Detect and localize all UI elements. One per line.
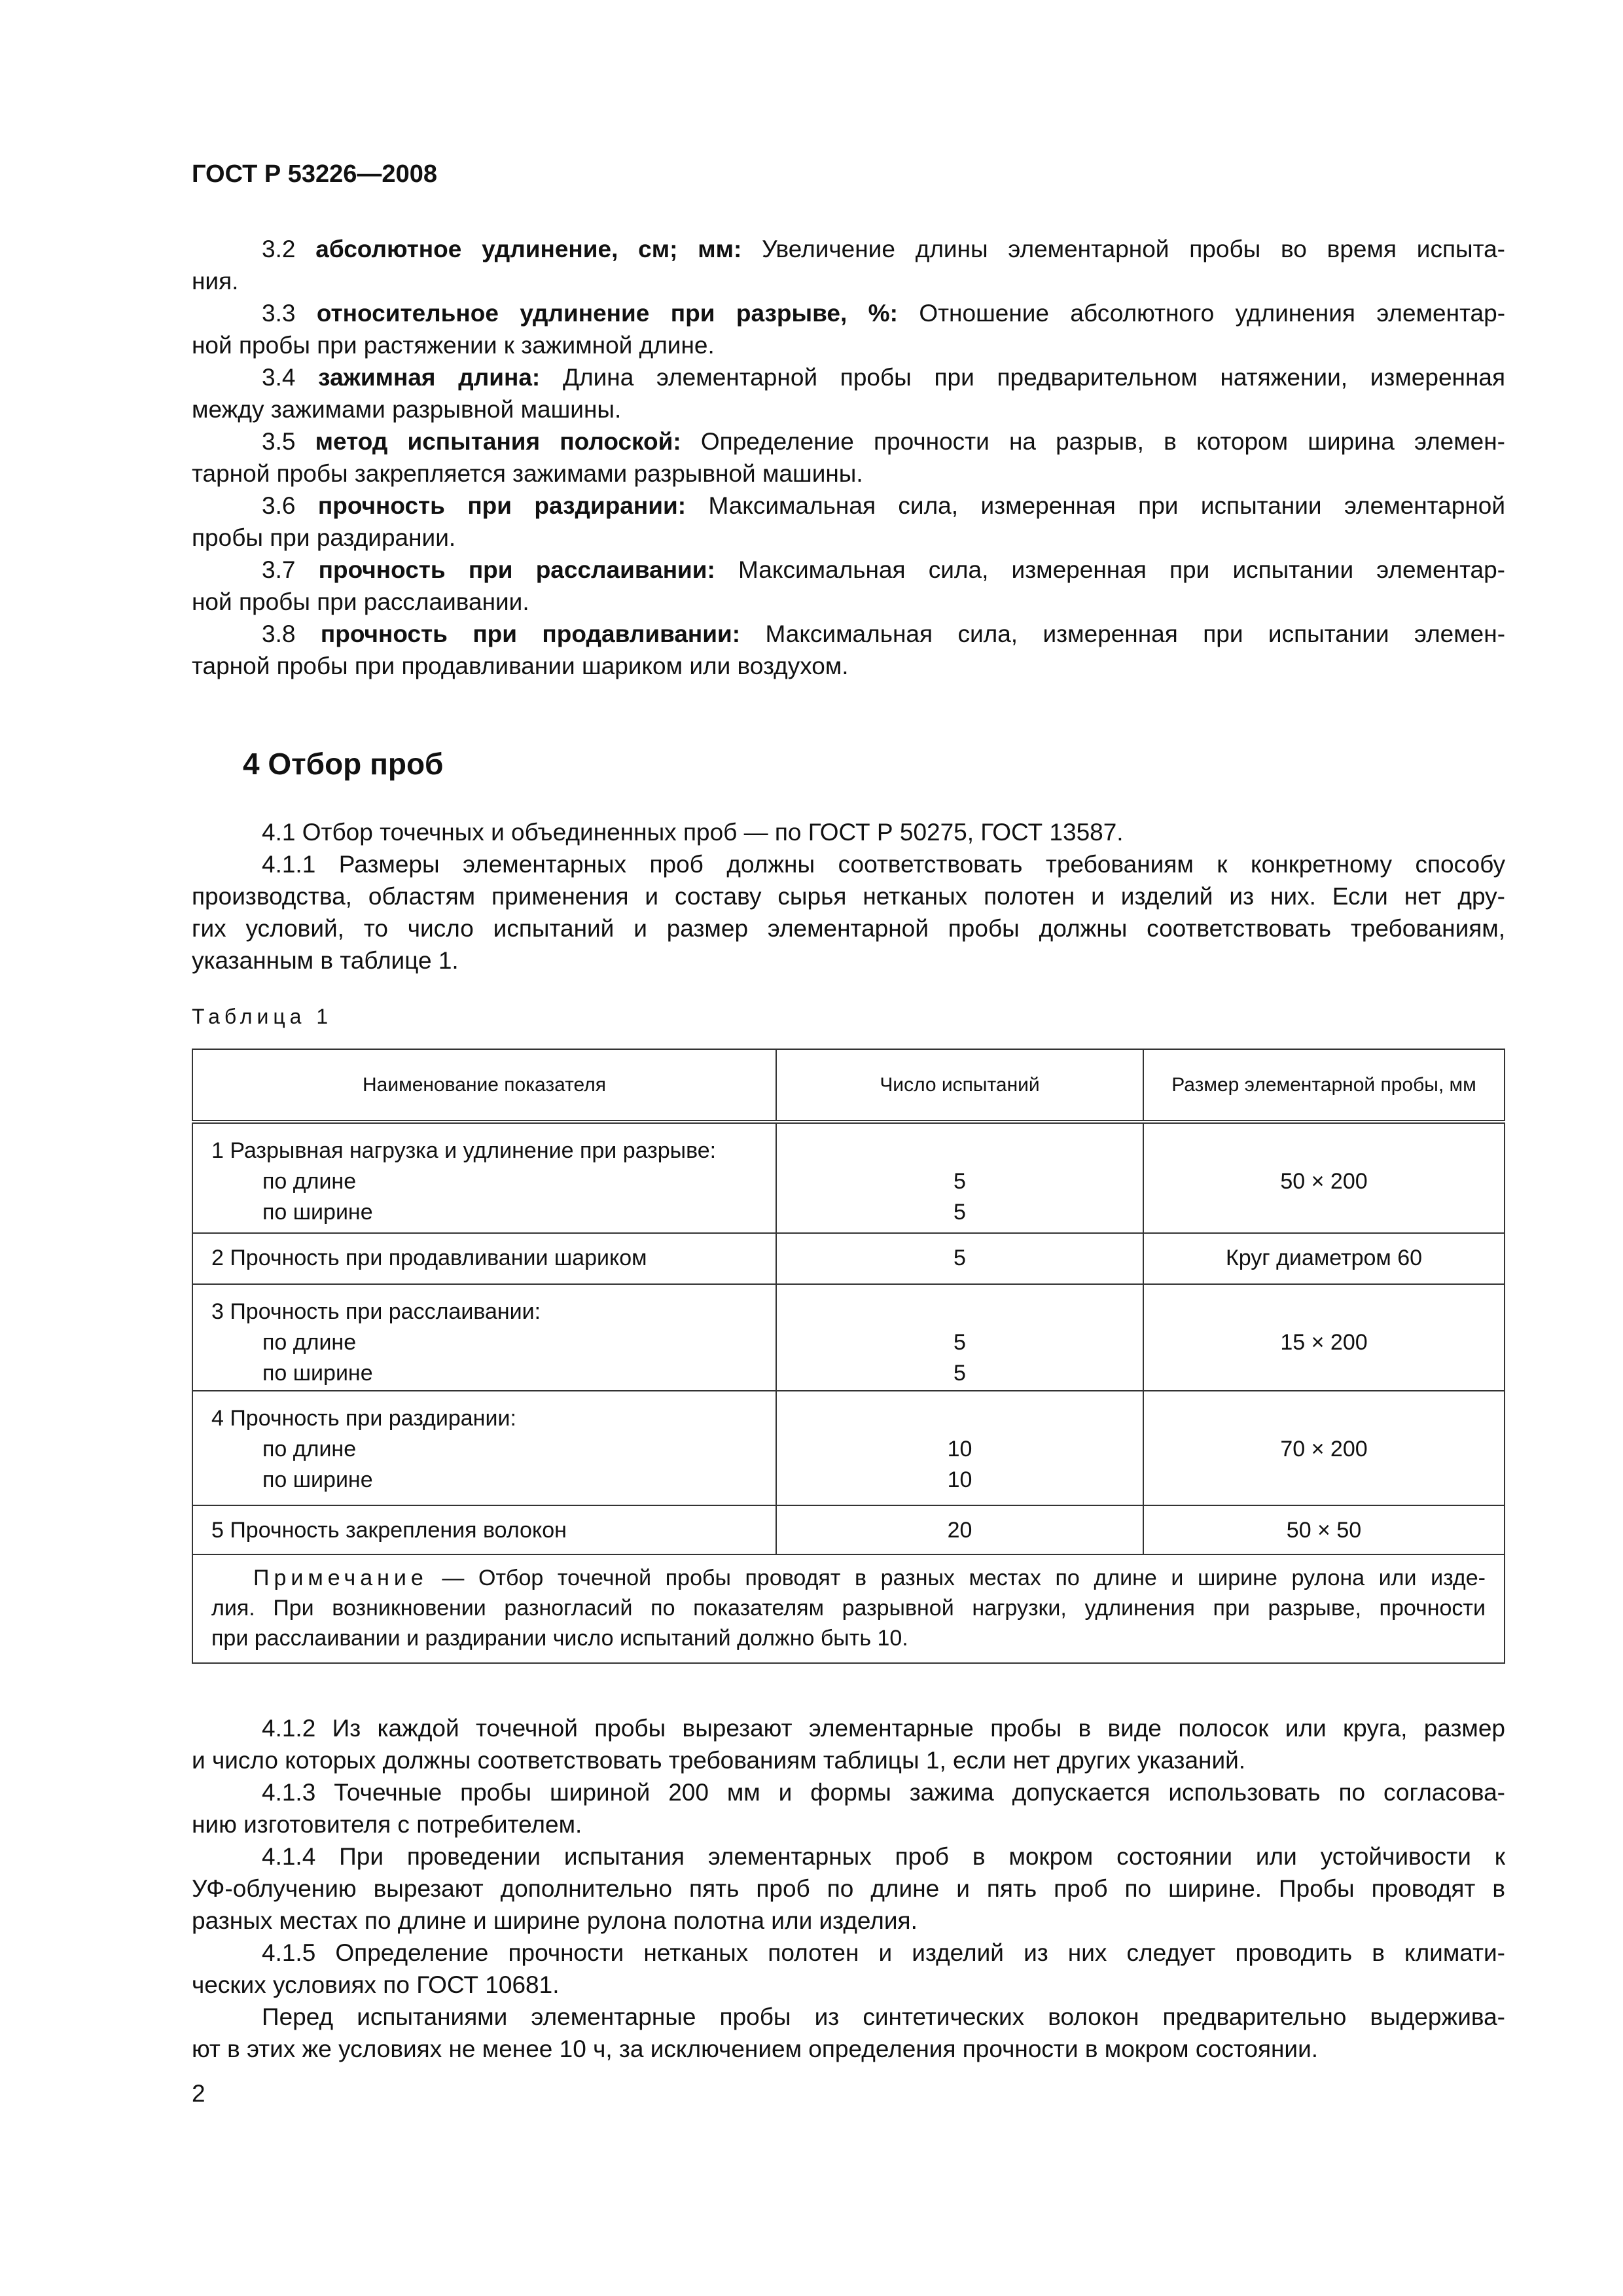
definition-text: Максимальная сила, измеренная при испытании элементар-	[738, 556, 1505, 583]
row-name: 4 Прочность при раздирании:	[211, 1406, 516, 1431]
definition-first-line	[192, 425, 1505, 457]
paragraph-line: 4.1.1 Размеры элементарных проб должны соответствовать требованиям к конкретному способу	[262, 851, 1505, 878]
paragraph-line: ческих условиях по ГОСТ 10681.	[192, 1971, 560, 1998]
document-header: ГОСТ Р 53226—2008	[192, 160, 437, 188]
paragraph	[192, 1840, 1505, 1937]
size-value: Круг диаметром 60	[1225, 1246, 1423, 1270]
table-row	[192, 1284, 1505, 1391]
cell-size	[1143, 1505, 1505, 1554]
definition-text: Максимальная сила, измеренная при испытании элемен-	[765, 620, 1506, 647]
definition-text: Увеличение длины элементарной пробы во время испыта-	[762, 236, 1505, 262]
cell-count	[776, 1233, 1143, 1284]
note-text: — Отбор точечной пробы проводят в разных местах по длине и ширине рулона или изде-	[442, 1566, 1486, 1590]
paragraph-line: указанным в таблице 1.	[192, 947, 459, 974]
paragraph-line: УФ-облучению вырезают дополнительно пять проб по длине и пять проб по ширине. Пробы проводят в	[192, 1875, 1505, 1902]
paragraph-line: 4.1.5 Определение прочности нетканых полотен и изделий из них следует проводить в климати-	[262, 1939, 1505, 1966]
definition-number: 3.5	[262, 428, 296, 455]
definition-line: пробы при раздирании.	[192, 524, 456, 551]
paragraph-line: разных местах по длине и ширине рулона полотна или изделия.	[192, 1907, 918, 1934]
cell-name	[192, 1505, 776, 1554]
definition-line: между зажимами разрывной машины.	[192, 396, 622, 423]
note-line	[211, 1593, 1486, 1623]
definition-term: прочность при расслаивании:	[318, 556, 715, 583]
definition-number: 3.6	[262, 492, 296, 519]
note-line	[211, 1623, 1486, 1653]
paragraph	[192, 2001, 1505, 2065]
definition-text: Определение прочности на разрыв, в котором ширина элемен-	[700, 428, 1505, 455]
paragraph	[192, 816, 1505, 848]
definition-line: ной пробы при растяжении к зажимной длине.	[192, 332, 715, 359]
definition-line: ной пробы при расслаивании.	[192, 588, 529, 615]
section-4-paragraphs-a	[192, 816, 1505, 977]
section-4-paragraphs-b	[192, 1712, 1505, 2065]
paragraph-line: гих условий, то число испытаний и размер элементарной пробы должны соответствовать требованиям,	[192, 915, 1505, 942]
definition-first-line	[192, 233, 1505, 265]
definition-text: Отношение абсолютного удлинения элементар-	[919, 300, 1506, 327]
definition-item	[192, 425, 1505, 490]
definition-item	[192, 233, 1505, 297]
page-number: 2	[192, 2080, 205, 2107]
definitions-section	[192, 233, 1505, 682]
definition-number: 3.7	[262, 556, 296, 583]
row-subitem: по длине	[262, 1169, 357, 1194]
paragraph	[192, 1776, 1505, 1840]
definition-term: прочность при продавливании:	[320, 620, 741, 647]
row-name: 1 Разрывная нагрузка и удлинение при разрыве:	[211, 1138, 717, 1163]
note-text: лия. При возникновении разногласий по показателям разрывной нагрузки, удлинения при разрыве, прочности	[211, 1596, 1486, 1621]
cell-count	[776, 1284, 1143, 1391]
size-value: 50 × 200	[1280, 1169, 1368, 1194]
paragraph	[192, 1937, 1505, 2001]
definition-first-line	[192, 297, 1505, 329]
table-header-size: Размер элементарной пробы, мм	[1143, 1049, 1505, 1122]
definition-first-line	[192, 361, 1505, 393]
note-text: при расслаивании и раздирании число испытаний должно быть 10.	[211, 1626, 908, 1651]
definition-text: Длина элементарной пробы при предварительном натяжении, измеренная	[562, 364, 1506, 391]
definition-term: метод испытания полоской:	[315, 428, 681, 455]
cell-size	[1143, 1391, 1505, 1505]
paragraph-line: ют в этих же условиях не менее 10 ч, за исключением определения прочности в мокром состоянии.	[192, 2036, 1319, 2062]
count-value: 5	[954, 1169, 966, 1194]
count-value: 10	[947, 1437, 972, 1462]
definition-first-line	[192, 554, 1505, 586]
table-note-row	[192, 1554, 1505, 1663]
row-subitem: по ширине	[262, 1361, 373, 1386]
count-value: 5	[954, 1330, 966, 1355]
size-value: 70 × 200	[1280, 1437, 1368, 1462]
count-value: 20	[947, 1518, 972, 1543]
definition-line: тарной пробы при продавливании шариком или воздухом.	[192, 653, 849, 679]
table-row	[192, 1233, 1505, 1284]
size-value: 50 × 50	[1286, 1518, 1362, 1543]
row-subitem: по длине	[262, 1330, 357, 1355]
definition-item	[192, 618, 1505, 682]
cell-name	[192, 1233, 776, 1284]
cell-count	[776, 1505, 1143, 1554]
paragraph-line: производства, областям применения и составу сырья нетканых полотен и изделий из них. Если нет дру-	[192, 883, 1505, 910]
definition-number: 3.2	[262, 236, 296, 262]
table-caption: Таблица 1	[192, 1005, 333, 1028]
row-name: 3 Прочность при расслаивании:	[211, 1299, 541, 1324]
cell-count	[776, 1391, 1143, 1505]
row-subitem: по ширине	[262, 1200, 373, 1225]
count-value: 10	[947, 1467, 972, 1492]
note-line	[211, 1563, 1486, 1593]
definition-term: абсолютное удлинение, см; мм:	[315, 236, 742, 262]
row-name: 5 Прочность закрепления волокон	[211, 1518, 567, 1543]
definition-term: зажимная длина:	[318, 364, 541, 391]
paragraph-line: 4.1.3 Точечные пробы шириной 200 мм и формы зажима допускается использовать по согласова-	[262, 1779, 1505, 1806]
row-subitem: по ширине	[262, 1467, 373, 1492]
count-value: 5	[954, 1200, 966, 1225]
paragraph-line: 4.1.4 При проведении испытания элементарных проб в мокром состоянии или устойчивости к	[262, 1843, 1505, 1870]
definition-item	[192, 490, 1505, 554]
count-value: 5	[954, 1246, 966, 1270]
section-4-title: 4 Отбор проб	[243, 747, 444, 781]
paragraph	[192, 848, 1505, 977]
paragraph-line: Перед испытаниями элементарные пробы из синтетических волокон предварительно выдержива-	[262, 2003, 1505, 2030]
definition-first-line	[192, 490, 1505, 522]
table-row	[192, 1505, 1505, 1554]
definition-term: прочность при раздирании:	[317, 492, 687, 519]
definition-number: 3.8	[262, 620, 296, 647]
paragraph-line: нию изготовителя с потребителем.	[192, 1811, 582, 1838]
definition-item	[192, 297, 1505, 361]
table-1	[192, 1049, 1505, 1664]
paragraph-line: 4.1.2 Из каждой точечной пробы вырезают элементарные пробы в виде полосок или круга, размер	[262, 1715, 1505, 1742]
table-note	[192, 1554, 1505, 1663]
definition-line: тарной пробы закрепляется зажимами разрывной машины.	[192, 460, 863, 487]
table-row	[192, 1122, 1505, 1233]
definition-first-line	[192, 618, 1505, 650]
cell-size	[1143, 1233, 1505, 1284]
row-name: 2 Прочность при продавливании шариком	[211, 1246, 647, 1270]
row-subitem: по длине	[262, 1437, 357, 1462]
cell-size	[1143, 1284, 1505, 1391]
table-row	[192, 1391, 1505, 1505]
definition-item	[192, 361, 1505, 425]
table-header-name: Наименование показателя	[192, 1049, 776, 1122]
count-value: 5	[954, 1361, 966, 1386]
cell-name	[192, 1284, 776, 1391]
cell-size	[1143, 1122, 1505, 1233]
size-value: 15 × 200	[1280, 1330, 1368, 1355]
definition-number: 3.3	[262, 300, 296, 327]
note-label: Примечание	[253, 1566, 428, 1590]
paragraph-line: и число которых должны соответствовать требованиям таблицы 1, если нет других указаний.	[192, 1747, 1246, 1774]
cell-name	[192, 1391, 776, 1505]
cell-name	[192, 1122, 776, 1233]
definition-term: относительное удлинение при разрыве, %:	[316, 300, 898, 327]
definition-item	[192, 554, 1505, 618]
definition-number: 3.4	[262, 364, 296, 391]
cell-count	[776, 1122, 1143, 1233]
definition-text: Максимальная сила, измеренная при испытании элементарной	[708, 492, 1506, 519]
paragraph-line: 4.1 Отбор точечных и объединенных проб — по ГОСТ Р 50275, ГОСТ 13587.	[262, 819, 1124, 846]
table-header-count: Число испытаний	[776, 1049, 1143, 1122]
definition-line: ния.	[192, 268, 239, 295]
paragraph	[192, 1712, 1505, 1776]
